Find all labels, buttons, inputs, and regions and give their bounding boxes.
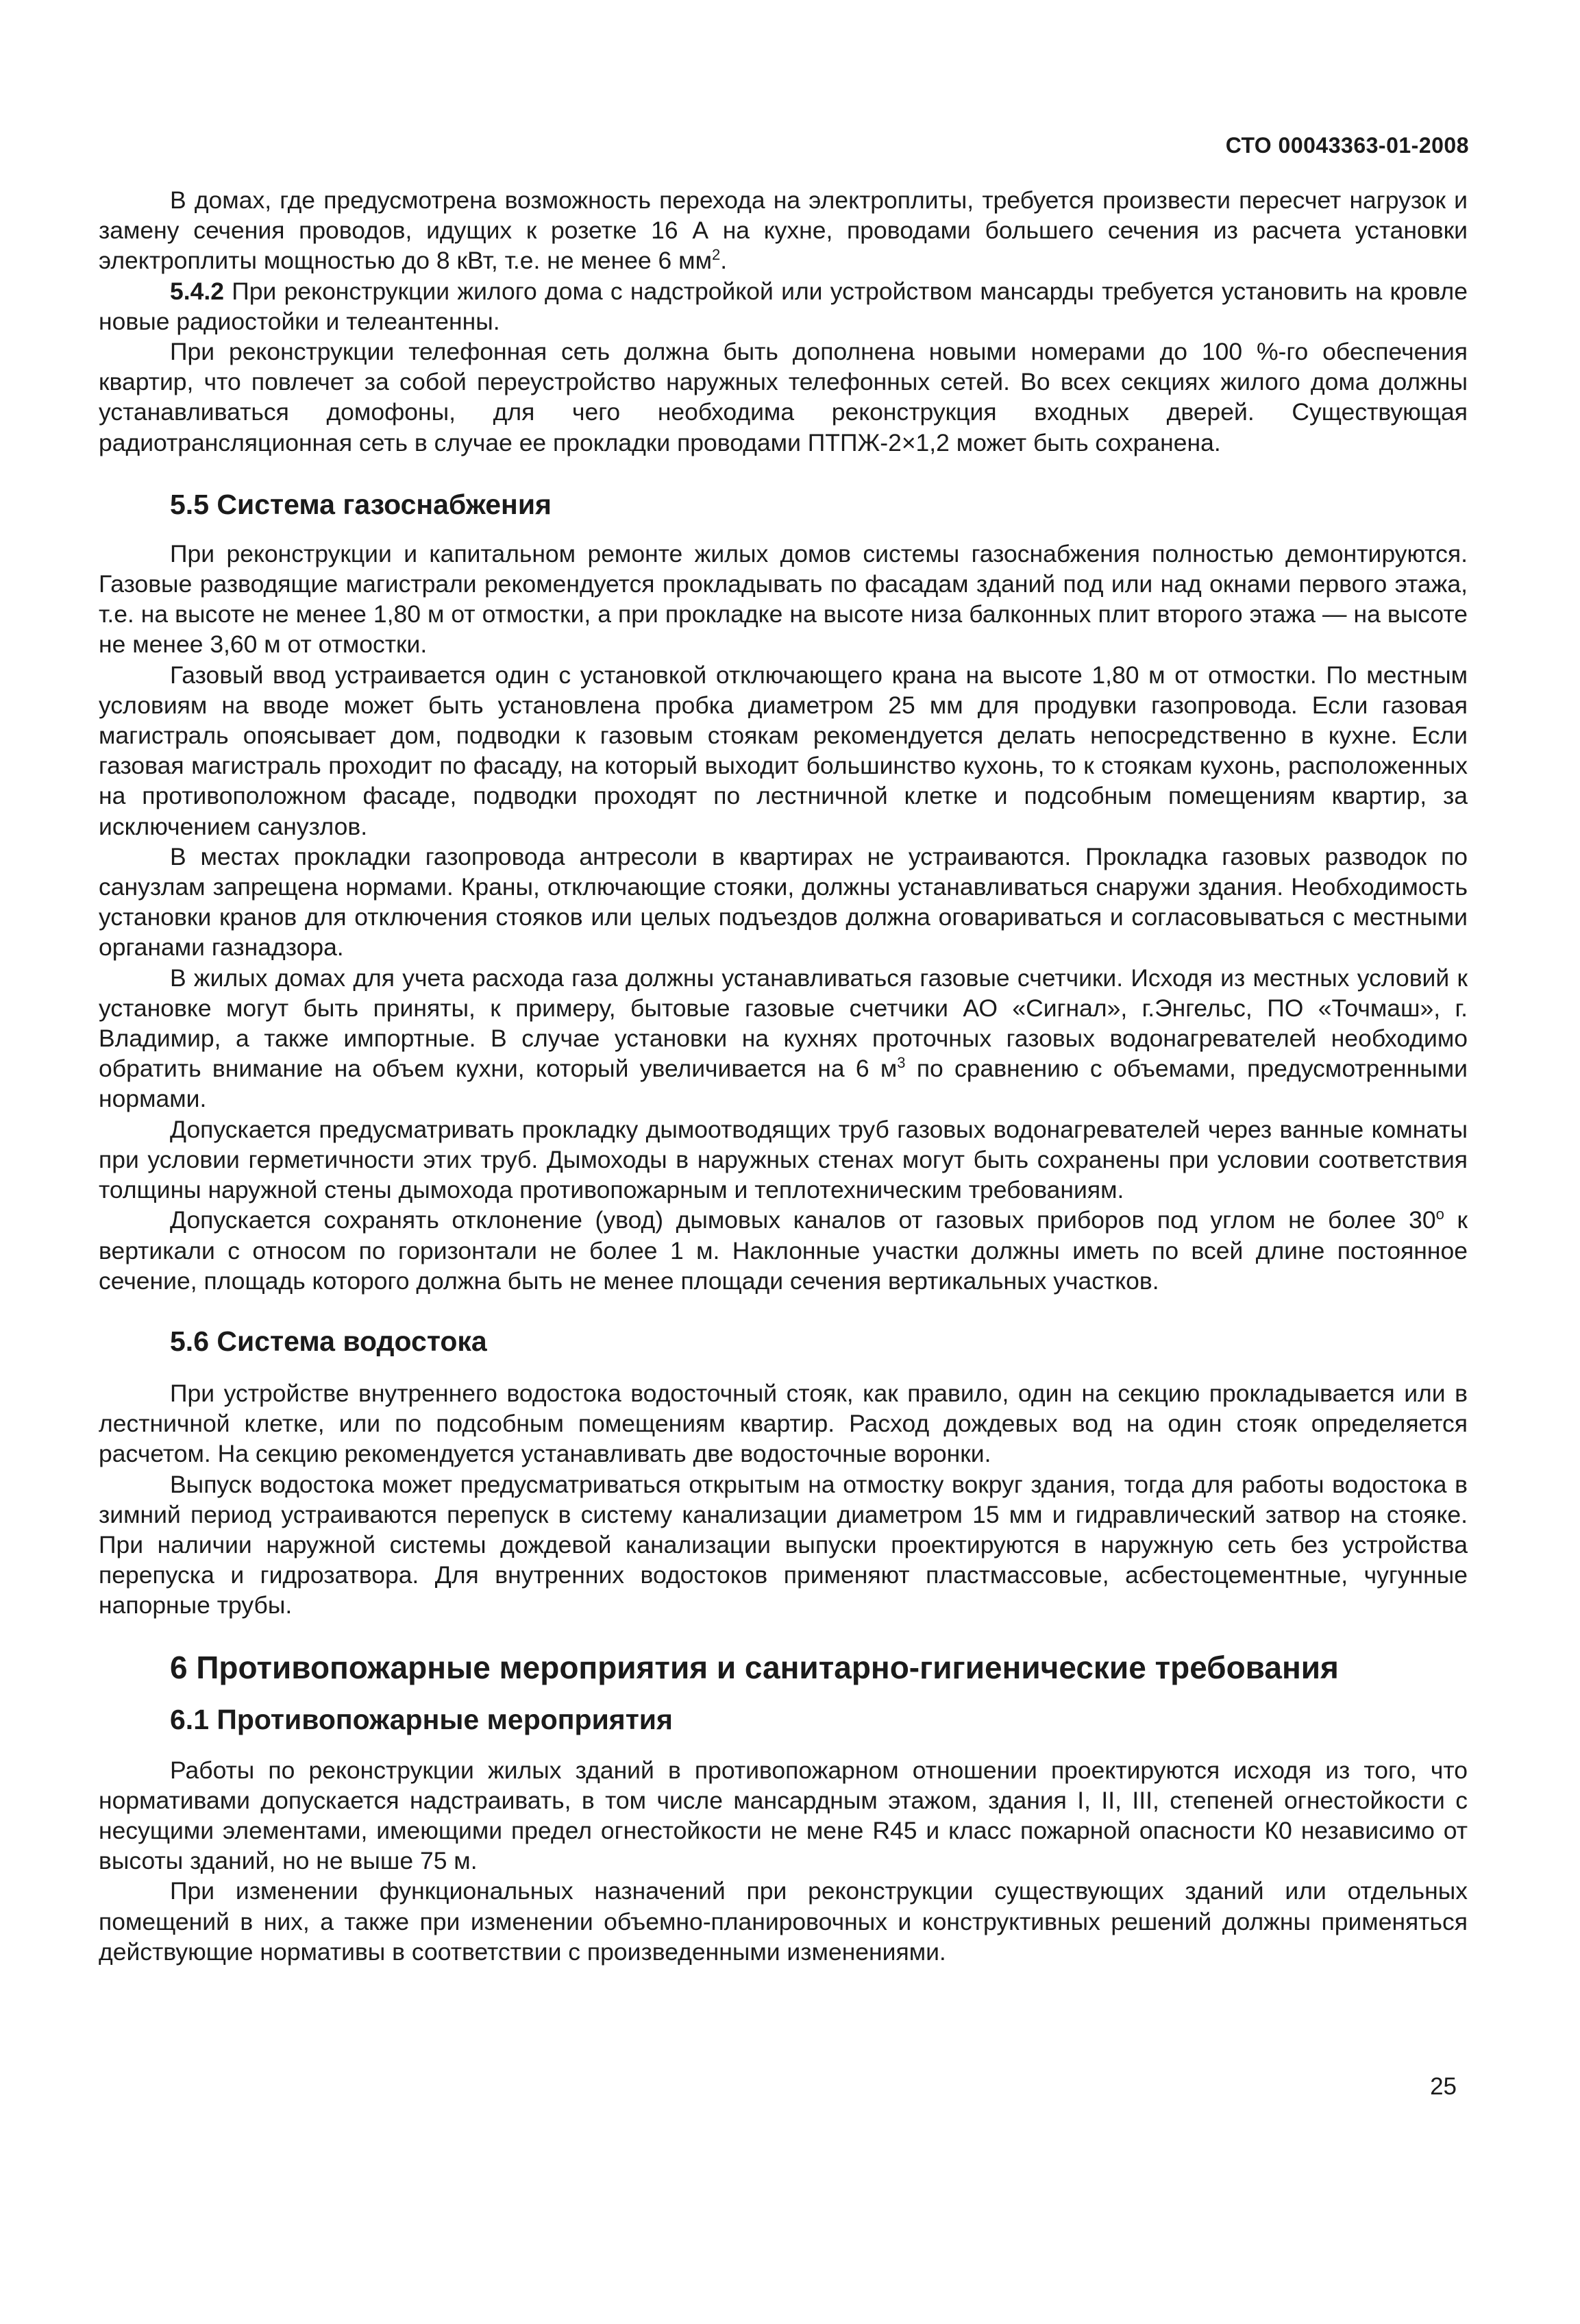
superscript: o <box>1435 1206 1444 1223</box>
page-number: 25 <box>1430 2073 1457 2100</box>
document-code: СТО 00043363-01-2008 <box>1225 133 1469 158</box>
paragraph: Газовый ввод устраивается один с установкой отключающего крана на высоте 1,80 м от отмостки. По местным условиям на вводе может быть установлена пробка диаметром 25 мм для продувки газопровода. Если газовая магистраль опоясывает дом, подводки к газовым стоякам рекомендуется делать непосредственно в кухне. Если газовая магистраль проходит по фасаду, на который выходит большинство кухонь, то к стоякам кухонь, расположенных на противоположном фасаде, подводки проходят по лестничной клетке и подсобным помещениям квартир, за исключением санузлов. <box>99 661 1468 840</box>
superscript: 2 <box>711 246 721 264</box>
paragraph: Выпуск водостока может предусматриваться открытым на отмостку вокруг здания, тогда для работы водостока в зимний период устраиваются перепуск в систему канализации диаметром 15 мм и гидравлический затвор на стояке. При наличии наружной системы дождевой канализации выпуски проектируются в наружную сеть без устройства перепуска и гидрозатвора. Для внутренних водостоков применяют пластмассовые, асбестоцементные, чугунные напорные трубы. <box>99 1470 1468 1619</box>
paragraph: При реконструкции и капитальном ремонте жилых домов системы газоснабжения полностью демонтируются. Газовые разводящие магистрали рекомендуется прокладывать по фасадам зданий под или над окнами первого этажа, т.е. на высоте не менее 1,80 м от отмостки, а при прокладке на высоте низа балконных плит второго этажа — на высоте не менее 3,60 м от отмостки. <box>99 539 1468 659</box>
paragraph: Допускается предусматривать прокладку дымоотводящих труб газовых водонагревателей через ванные комнаты при условии герметичности этих труб. Дымоходы в наружных стенах могут быть сохранены при условии соответствия толщины наружной стены дымохода противопожарным и теплотехническим требованиям. <box>99 1115 1468 1204</box>
paragraph: В местах прокладки газопровода антресоли в квартирах не устраиваются. Прокладка газовых разводок по санузлам запрещена нормами. Краны, отключающие стояки, должны устанавливаться снаружи здания. Необходимость установки кранов для отключения стояков или целых подъездов должна оговариваться и согласовываться с местными органами газнадзора. <box>99 842 1468 962</box>
paragraph-text-end: к вертикали с относом по горизонтали не более 1 м. Наклонные участки должны иметь по всей длине постоянное сечение, площадь которого должна быть не менее площади сечения вертикальных участков. <box>99 1206 1468 1295</box>
paragraph-text: В домах, где предусмотрена возможность перехода на электроплиты, требуется произвести пересчет нагрузок и замену сечения проводов, идущих к розетке 16 А на кухне, проводами большего сечения из расчета установки электроплиты мощностью до 8 кВт, т.е. не менее 6 мм <box>99 186 1468 275</box>
paragraph <box>99 963 1468 1114</box>
section-heading-5-5: 5.5 Система газоснабжения <box>170 488 552 520</box>
paragraph-text-end: . <box>720 247 728 275</box>
paragraph <box>99 185 1468 276</box>
paragraph <box>99 1205 1468 1296</box>
paragraph-text: При реконструкции жилого дома с надстройкой или устройством мансарды требуется установить на кровле новые радиостойки и телеантенны. <box>99 277 1468 335</box>
section-heading-5-6: 5.6 Система водостока <box>170 1325 487 1357</box>
paragraph-text: Допускается сохранять отклонение (увод) дымовых каналов от газовых приборов под углом не более 30 <box>170 1206 1436 1234</box>
paragraph-text: В жилых домах для учета расхода газа должны устанавливаться газовые счетчики. Исходя из местных условий к установке могут быть приняты, к примеру, бытовые газовые счетчики АО «Сигнал», г.Энгельс, ПО «Точмаш», г. Владимир, а также импортные. В случае установки на кухнях проточных газовых водонагревателей необходимо обратить внимание на объем кухни, который увеличивается на 6 м <box>99 964 1468 1083</box>
paragraph: Работы по реконструкции жилых зданий в противопожарном отношении проектируются исходя из того, что нормативами допускается надстраивать, в том числе мансардным этажом, здания I, II, III, степеней огнестойкости с несущими элементами, имеющими предел огнестойкости не мене R45 и класс пожарной опасности К0 независимо от высоты зданий, но не выше 75 м. <box>99 1756 1468 1875</box>
clause-number: 5.4.2 <box>170 277 224 305</box>
paragraph <box>99 276 1468 337</box>
chapter-heading-6: 6 Противопожарные мероприятия и санитарно-гигиенические требования <box>170 1649 1339 1685</box>
page-body <box>99 185 1468 1967</box>
section-heading-6-1: 6.1 Противопожарные мероприятия <box>170 1703 673 1735</box>
paragraph: При изменении функциональных назначений при реконструкции существующих зданий или отдельных помещений в них, а также при изменении объемно-планировочных и конструктивных решений должны применяться действующие нормативы в соответствии с произведенными изменениями. <box>99 1877 1468 1966</box>
paragraph: При устройстве внутреннего водостока водосточный стояк, как правило, один на секцию прокладывается или в лестничной клетке, или по подсобным помещениям квартир. Расход дождевых вод на один стояк определяется расчетом. На секцию рекомендуется устанавливать две водосточные воронки. <box>99 1379 1468 1468</box>
superscript: 3 <box>897 1054 906 1072</box>
paragraph-text-end: по сравнению с объемами, предусмотренными нормами. <box>99 1055 1468 1113</box>
paragraph: При реконструкции телефонная сеть должна быть дополнена новыми номерами до 100 %-го обеспечения квартир, что повлечет за собой переустройство наружных телефонных сетей. Во всех секциях жилого дома должны устанавливаться домофоны, для чего необходима реконструкция входных дверей. Существующая радиотрансляционная сеть в случае ее прокладки проводами ПТПЖ-2×1,2 может быть сохранена. <box>99 338 1468 456</box>
